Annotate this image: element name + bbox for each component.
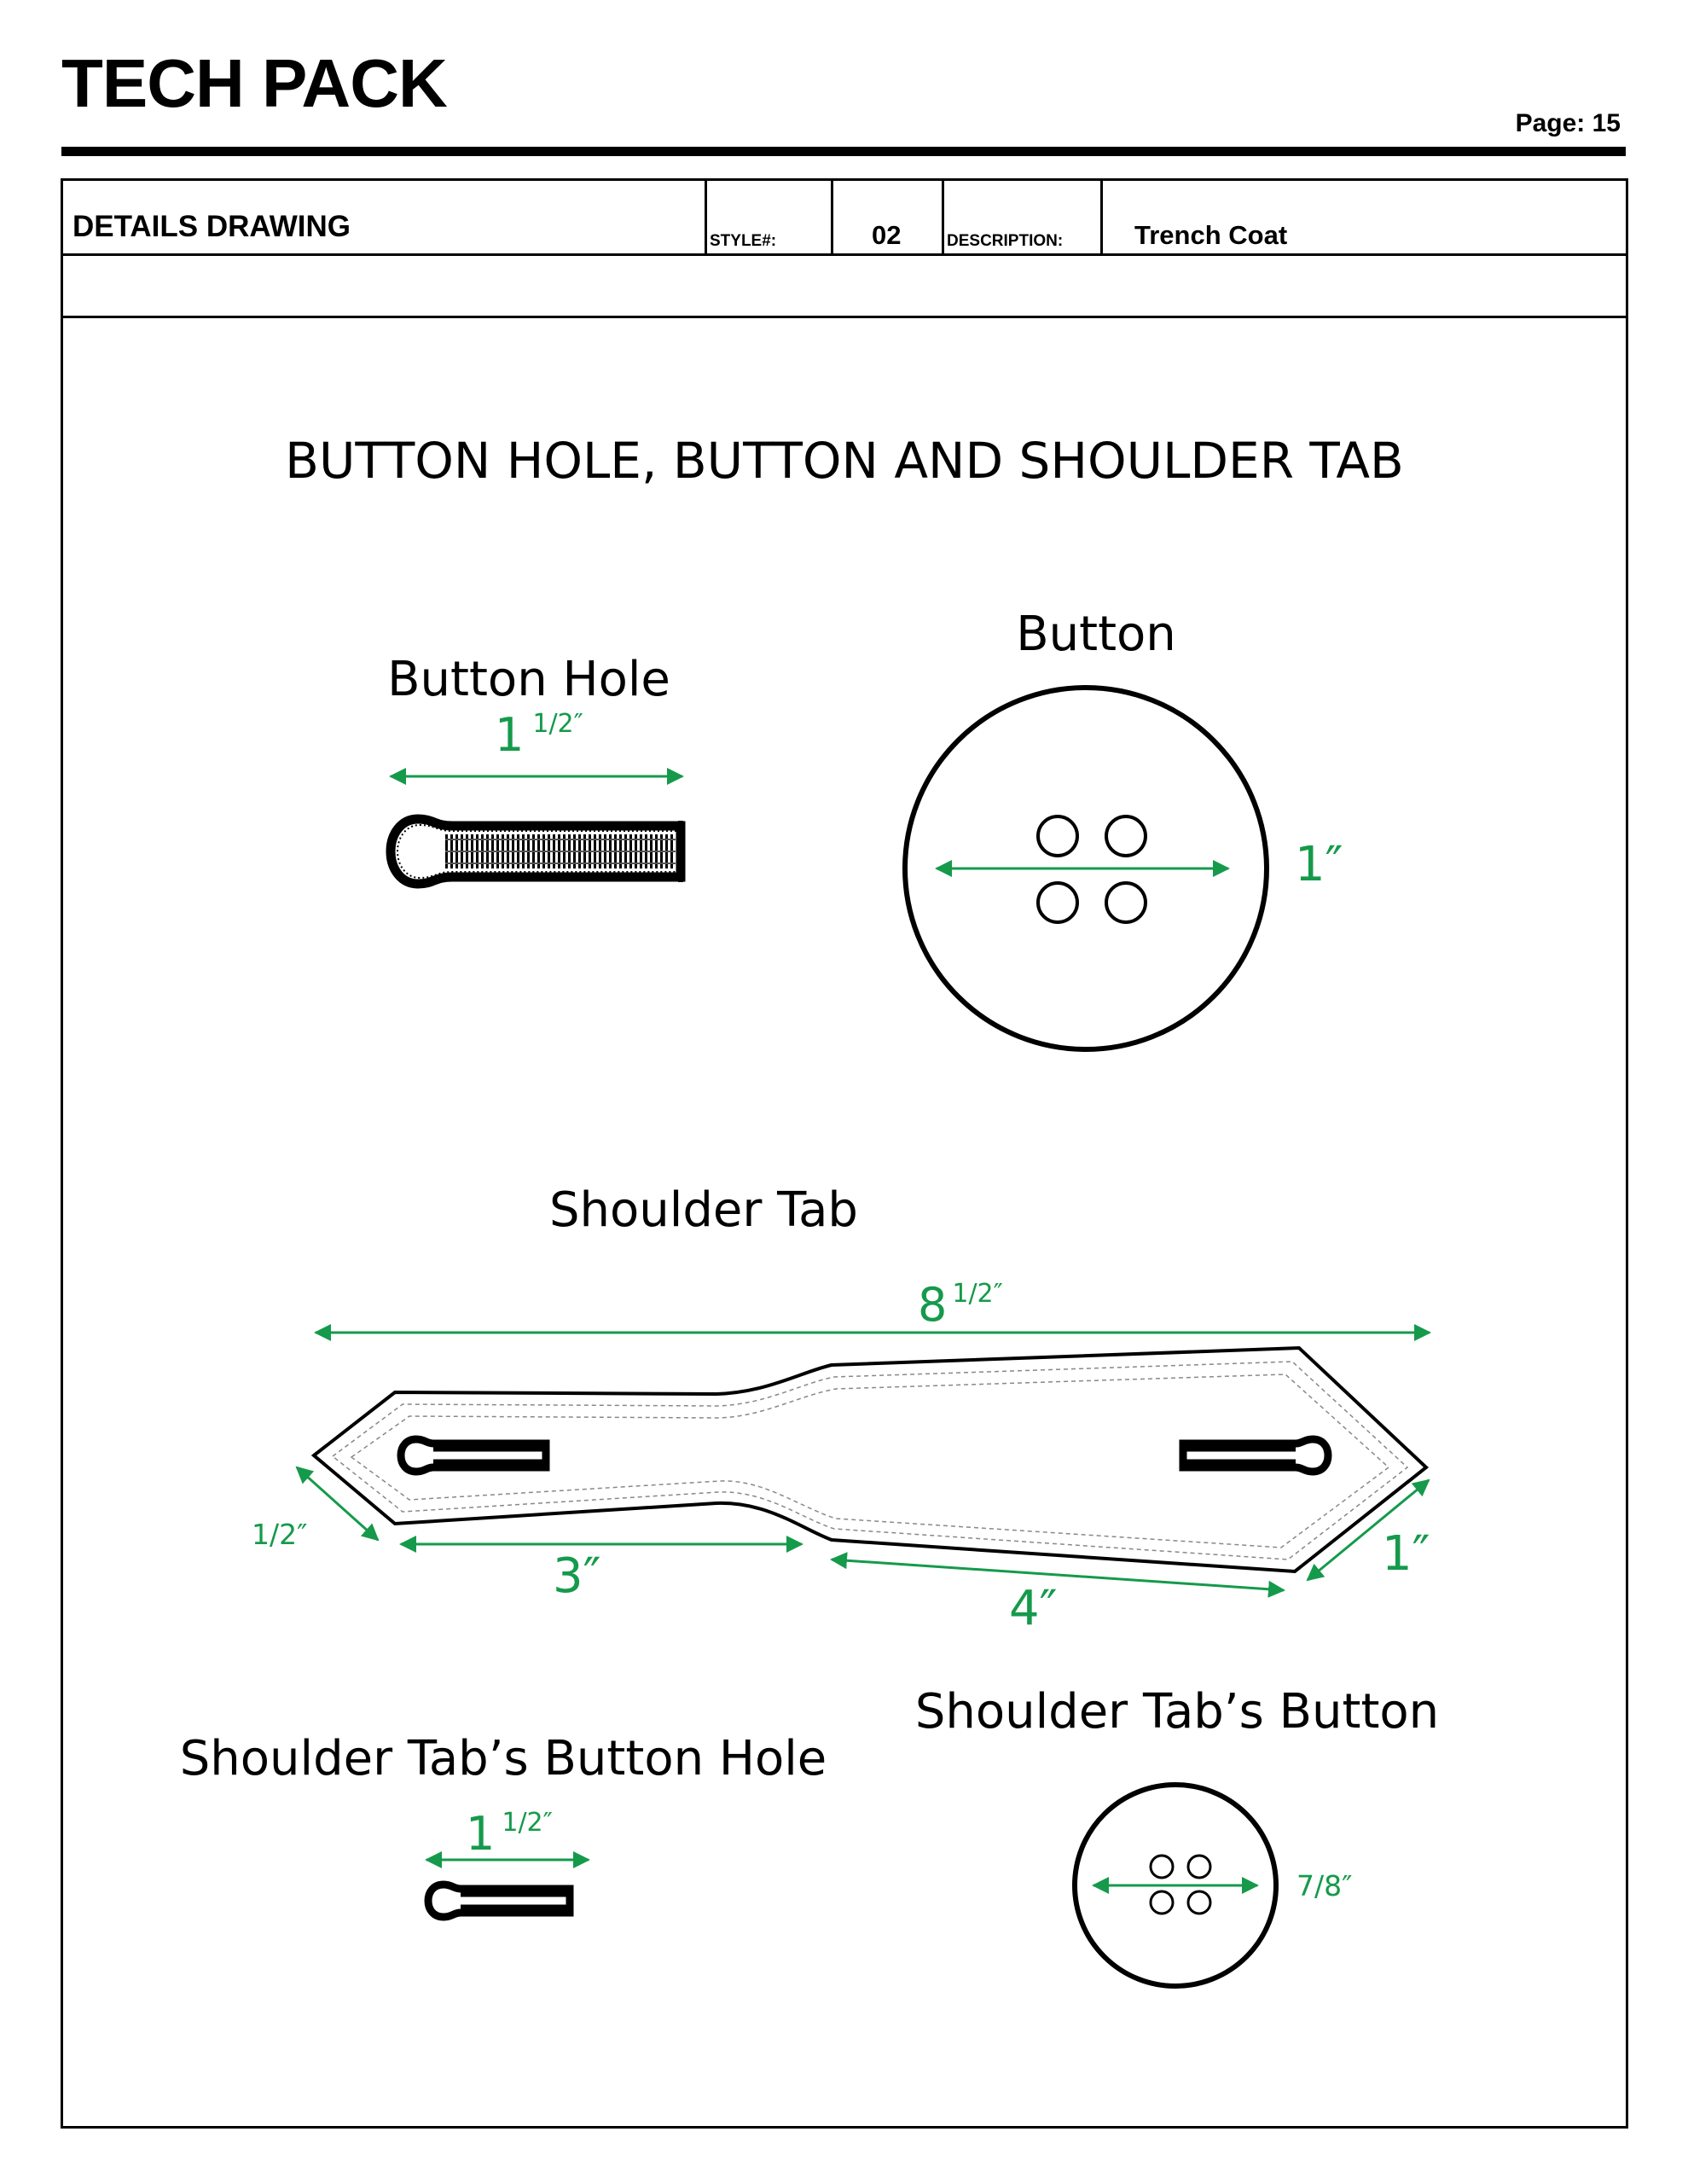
page-title: TECH PACK xyxy=(61,45,447,121)
button-label: Button xyxy=(1016,607,1176,662)
shoulder-tab-hole-left xyxy=(401,1439,546,1472)
tab-button-hole-size-frac: 1/2″ xyxy=(502,1808,553,1838)
shoulder-tab-label: Shoulder Tab xyxy=(549,1182,858,1238)
tab-button-hole-shape xyxy=(428,1885,570,1917)
tab-button-hole-detail xyxy=(180,1731,827,1917)
shoulder-tab-edge-left-size: 3″ xyxy=(553,1548,601,1604)
description-label: DESCRIPTION: xyxy=(947,232,1064,250)
button-hole-size-frac: 1/2″ xyxy=(532,709,583,739)
tab-button-hole-label: Shoulder Tab’s Button Hole xyxy=(179,1731,827,1786)
shoulder-tab-length-whole: 8 xyxy=(918,1278,948,1332)
description-value: Trench Coat xyxy=(1134,220,1288,250)
shoulder-tab-point-right-size: 1″ xyxy=(1382,1526,1430,1582)
button-hole-size xyxy=(495,708,583,762)
button-hole-detail xyxy=(387,652,682,884)
style-label: STYLE#: xyxy=(710,232,777,250)
tab-button-label: Shoulder Tab’s Button xyxy=(914,1684,1440,1740)
shoulder-tab-length-frac: 1/2″ xyxy=(952,1279,1003,1309)
drawing-title: BUTTON HOLE, BUTTON AND SHOULDER TAB xyxy=(285,432,1404,490)
button-hole-label: Button Hole xyxy=(387,652,670,707)
tab-button-hole-1 xyxy=(1151,1856,1173,1878)
shoulder-tab-edge-right-size: 4″ xyxy=(1009,1581,1058,1636)
button-hole-2 xyxy=(1106,816,1146,856)
button-hole-4 xyxy=(1106,883,1146,922)
page-number: Page: 15 xyxy=(1515,109,1621,137)
button-size: 1″ xyxy=(1295,837,1343,892)
button-hole-1 xyxy=(1038,816,1077,856)
tab-button-hole-size xyxy=(466,1807,553,1861)
button-hole-size-whole: 1 xyxy=(495,708,525,762)
style-value: 02 xyxy=(872,220,902,250)
tab-button-hole-size-whole: 1 xyxy=(466,1807,496,1861)
shoulder-tab-detail xyxy=(252,1182,1430,1636)
section-label: DETAILS DRAWING xyxy=(73,210,351,243)
tab-button-size: 7/8″ xyxy=(1296,1869,1353,1902)
button-detail xyxy=(905,607,1343,1049)
tab-button-hole-2 xyxy=(1188,1856,1210,1878)
tab-button-hole-4 xyxy=(1188,1891,1210,1914)
button-hole-shape xyxy=(391,819,681,884)
button-hole-3 xyxy=(1038,883,1077,922)
shoulder-tab-hole-right xyxy=(1183,1439,1328,1472)
tab-button-detail xyxy=(915,1684,1439,1986)
shoulder-tab-point-left-size: 1/2″ xyxy=(252,1518,308,1551)
shoulder-tab-length xyxy=(918,1278,1003,1332)
tab-button-hole-3 xyxy=(1151,1891,1173,1914)
